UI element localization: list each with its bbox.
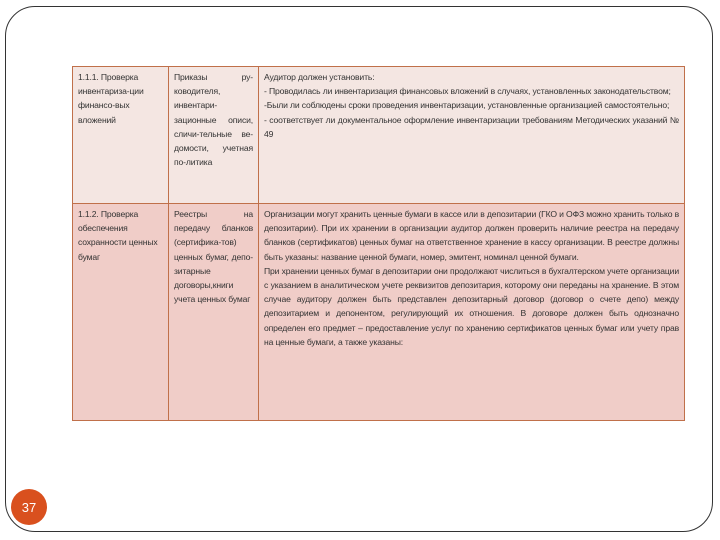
description-cell <box>259 67 685 204</box>
procedure-cell: 1.1.2. Проверка обеспечения сохранности ценных бумаг <box>73 204 169 421</box>
paragraph: -Были ли соблюдены сроки проведения инвентаризации, установленные организацией самостоятельно; <box>264 100 670 111</box>
audit-table <box>72 66 685 421</box>
table-row <box>73 67 685 204</box>
procedure-cell: 1.1.1. Проверка инвентариза-ции финансо-вых вложений <box>73 67 169 204</box>
slide-number-badge: 37 <box>11 489 47 525</box>
paragraph: - соответствует ли документальное оформление инвентаризации требованиям Методических указаний № 49 <box>264 114 679 139</box>
description-cell <box>259 204 685 421</box>
table-row <box>73 204 685 421</box>
paragraph: - Проводилась ли инвентаризация финансовых вложений в случаях, установленных законодательством; <box>264 86 671 97</box>
paragraph: Аудитор должен установить: <box>264 72 375 82</box>
documents-cell: Приказы ру-ководителя, инвентари-зационные описи, сличи-тельные ве-домости, учетная по-литика <box>169 67 259 204</box>
paragraph: Организации могут хранить ценные бумаги в кассе или в депозитарии (ГКО и ОФЗ можно хранить только в депозитарии). При их хранении в организации аудитор должен проверить наличие реестра на передачу бланков (сертификатов) ценных бумаг на ответственное хранение в кассу организации. В реестре должны быть указаны: название ценной бумаги, номер, эмитент, номинал ценной бумаги. <box>264 209 679 262</box>
paragraph: При хранении ценных бумаг в депозитарии они продолжают числиться в бухгалтерском учете организации с указанием в аналитическом учете реквизитов депозитария, которому они переданы на хранение. В этом случае аудитору должен быть представлен депозитарный договор (договор о счете депо) между депозитарием и депонентом, регулирующий их отношения. В договоре должен быть однозначно определен его предмет – предоставление услуг по хранению сертификатов ценных бумаг или учету прав на ценные бумаги, а также указаны: <box>264 265 679 347</box>
documents-cell: Реестры на передачу бланков (сертифика-тов) ценных бумаг, депо-зитарные договоры,книги учета ценных бумаг <box>169 204 259 421</box>
